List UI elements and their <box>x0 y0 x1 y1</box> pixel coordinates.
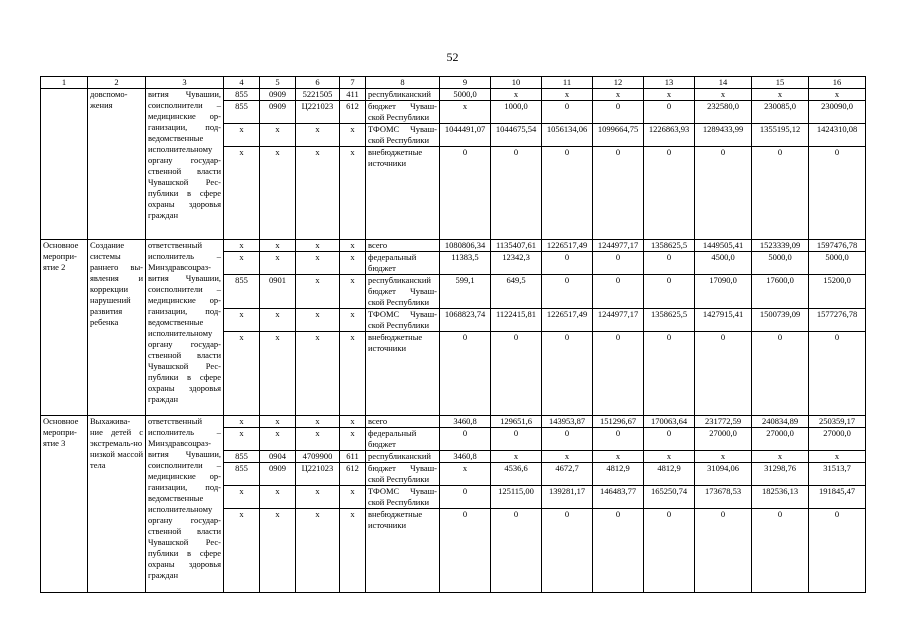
expense-type: x <box>340 428 366 451</box>
year-value: 0 <box>542 147 593 240</box>
grbs-code: x <box>224 332 260 416</box>
grbs-code: x <box>224 252 260 275</box>
year-value: 1358625,5 <box>644 240 695 252</box>
expense-type: x <box>340 240 366 252</box>
year-value: 191845,47 <box>809 486 866 509</box>
year-value: x <box>809 451 866 463</box>
target-article: x <box>296 240 340 252</box>
year-value: 0 <box>542 332 593 416</box>
year-value: x <box>695 89 752 101</box>
expense-type: x <box>340 332 366 416</box>
target-article: 4709900 <box>296 451 340 463</box>
funding-source: бюджет Чуваш-ской Республики <box>366 463 440 486</box>
year-value: 0 <box>752 509 809 593</box>
year-value: 1068823,74 <box>440 309 491 332</box>
expense-type: 411 <box>340 89 366 101</box>
year-value: 1577276,78 <box>809 309 866 332</box>
year-value: 1289433,99 <box>695 124 752 147</box>
target-article: x <box>296 332 340 416</box>
year-value: 1424310,08 <box>809 124 866 147</box>
grbs-code: x <box>224 428 260 451</box>
grbs-code: x <box>224 147 260 240</box>
year-value: 0 <box>491 509 542 593</box>
year-value: 0 <box>695 332 752 416</box>
grbs-code: 855 <box>224 463 260 486</box>
funding-source: федеральный бюджет <box>366 252 440 275</box>
year-value: 250359,17 <box>809 416 866 428</box>
header-cell-7: 7 <box>340 77 366 89</box>
target-article: Ц221023 <box>296 463 340 486</box>
year-value: 0 <box>491 332 542 416</box>
grbs-code: 855 <box>224 451 260 463</box>
measure-name: Основное меропри-ятие 2 <box>41 240 88 416</box>
year-value: 31094,06 <box>695 463 752 486</box>
grbs-code: x <box>224 509 260 593</box>
year-value: 151296,67 <box>593 416 644 428</box>
target-article: x <box>296 486 340 509</box>
funding-source: внебюджетные источники <box>366 509 440 593</box>
expense-type: 611 <box>340 451 366 463</box>
year-value: 4672,7 <box>542 463 593 486</box>
header-cell-6: 6 <box>296 77 340 89</box>
target-article: x <box>296 124 340 147</box>
year-value: 31298,76 <box>752 463 809 486</box>
year-value: 27000,0 <box>752 428 809 451</box>
year-value: 0 <box>593 252 644 275</box>
header-cell-16: 16 <box>809 77 866 89</box>
year-value: 0 <box>440 332 491 416</box>
year-value: 4812,9 <box>593 463 644 486</box>
year-value: 0 <box>644 509 695 593</box>
year-value: 1000,0 <box>491 101 542 124</box>
year-value: 173678,53 <box>695 486 752 509</box>
year-value: x <box>491 451 542 463</box>
year-value: 230085,0 <box>752 101 809 124</box>
target-article: x <box>296 416 340 428</box>
year-value: 0 <box>440 147 491 240</box>
year-value: 0 <box>440 509 491 593</box>
year-value: 0 <box>644 275 695 309</box>
header-cell-5: 5 <box>260 77 296 89</box>
year-value: 1080806,34 <box>440 240 491 252</box>
year-value: x <box>593 89 644 101</box>
year-value: x <box>491 89 542 101</box>
year-value: 0 <box>644 428 695 451</box>
year-value: 0 <box>644 147 695 240</box>
expense-type: x <box>340 124 366 147</box>
year-value: 139281,17 <box>542 486 593 509</box>
year-value: 240834,89 <box>752 416 809 428</box>
section-code: x <box>260 252 296 275</box>
year-value: 0 <box>491 428 542 451</box>
table-row <box>41 416 866 428</box>
target-article: x <box>296 428 340 451</box>
grbs-code: x <box>224 309 260 332</box>
section-code: 0909 <box>260 463 296 486</box>
year-value: x <box>752 451 809 463</box>
year-value: 1449505,41 <box>695 240 752 252</box>
funding-source: ТФОМС Чуваш-ской Республики <box>366 486 440 509</box>
year-value: 0 <box>809 509 866 593</box>
target-article: x <box>296 309 340 332</box>
funding-source: республиканский <box>366 451 440 463</box>
year-value: 0 <box>644 332 695 416</box>
year-value: 4536,6 <box>491 463 542 486</box>
expense-type: 612 <box>340 101 366 124</box>
year-value: 0 <box>542 428 593 451</box>
year-value: 27000,0 <box>809 428 866 451</box>
header-cell-10: 10 <box>491 77 542 89</box>
year-value: 0 <box>593 101 644 124</box>
year-value: 0 <box>593 509 644 593</box>
funding-source: республиканский <box>366 89 440 101</box>
grbs-code: 855 <box>224 89 260 101</box>
year-value: 1358625,5 <box>644 309 695 332</box>
year-value: 5000,0 <box>440 89 491 101</box>
year-value: 0 <box>542 509 593 593</box>
year-value: 5000,0 <box>809 252 866 275</box>
header-cell-14: 14 <box>695 77 752 89</box>
header-cell-1: 1 <box>41 77 88 89</box>
target-article: 5221505 <box>296 89 340 101</box>
header-cell-9: 9 <box>440 77 491 89</box>
year-value: 1244977,17 <box>593 309 644 332</box>
year-value: 4812,9 <box>644 463 695 486</box>
year-value: 1500739,09 <box>752 309 809 332</box>
funding-source: ТФОМС Чуваш-ской Республики <box>366 309 440 332</box>
year-value: x <box>542 451 593 463</box>
year-value: 129651,6 <box>491 416 542 428</box>
year-value: 1597476,78 <box>809 240 866 252</box>
target-article: x <box>296 252 340 275</box>
year-value: 1355195,12 <box>752 124 809 147</box>
year-value: 1226863,93 <box>644 124 695 147</box>
header-cell-13: 13 <box>644 77 695 89</box>
year-value: 0 <box>542 275 593 309</box>
year-value: 17090,0 <box>695 275 752 309</box>
year-value: 0 <box>593 275 644 309</box>
year-value: 599,1 <box>440 275 491 309</box>
measure-description: Создание системы раннего вы-явления и коррекции нарушений развития ребенка <box>88 240 146 416</box>
year-value: x <box>644 89 695 101</box>
year-value: 1122415,81 <box>491 309 542 332</box>
section-code: x <box>260 240 296 252</box>
funding-source: внебюджетные источники <box>366 332 440 416</box>
funding-source: внебюджетные источники <box>366 147 440 240</box>
year-value: x <box>542 89 593 101</box>
section-code: 0909 <box>260 101 296 124</box>
year-value: 0 <box>491 147 542 240</box>
year-value: 1056134,06 <box>542 124 593 147</box>
year-value: 0 <box>440 428 491 451</box>
year-value: 1099664,75 <box>593 124 644 147</box>
year-value: 0 <box>644 101 695 124</box>
grbs-code: x <box>224 124 260 147</box>
section-code: 0901 <box>260 275 296 309</box>
year-value: 165250,74 <box>644 486 695 509</box>
grbs-code: 855 <box>224 101 260 124</box>
expense-type: x <box>340 309 366 332</box>
measure-description: довспомо- жения <box>88 89 146 240</box>
year-value: 3460,8 <box>440 416 491 428</box>
year-value: x <box>752 89 809 101</box>
header-cell-8: 8 <box>366 77 440 89</box>
year-value: 17600,0 <box>752 275 809 309</box>
funding-source: бюджет Чуваш-ской Республики <box>366 101 440 124</box>
year-value: 27000,0 <box>695 428 752 451</box>
header-cell-4: 4 <box>224 77 260 89</box>
year-value: 1427915,41 <box>695 309 752 332</box>
year-value: 231772,59 <box>695 416 752 428</box>
year-value: 232580,0 <box>695 101 752 124</box>
section-code: x <box>260 428 296 451</box>
grbs-code: x <box>224 416 260 428</box>
page-number: 52 <box>446 50 459 64</box>
responsible-executor: ответственный исполнитель – Минздравсоцраз-вития Чувашии, соисполнители – медицинские ор-ганизации, под-ведомственные исполнительному органу государ-ственной власти Чувашской Рес-публики в сфере охраны здоровья граждан <box>146 240 224 416</box>
year-value: 0 <box>752 147 809 240</box>
year-value: 230090,0 <box>809 101 866 124</box>
year-value: x <box>593 451 644 463</box>
header-cell-2: 2 <box>88 77 146 89</box>
section-code: x <box>260 332 296 416</box>
measure-name <box>41 89 88 240</box>
year-value: 0 <box>644 252 695 275</box>
target-article: x <box>296 509 340 593</box>
year-value: x <box>440 101 491 124</box>
year-value: 3460,8 <box>440 451 491 463</box>
table-row <box>41 89 866 101</box>
measure-name: Основное меропри-ятие 3 <box>41 416 88 593</box>
header-cell-11: 11 <box>542 77 593 89</box>
header-row <box>41 77 866 89</box>
year-value: x <box>440 463 491 486</box>
year-value: 0 <box>809 332 866 416</box>
year-value: 146483,77 <box>593 486 644 509</box>
year-value: 0 <box>593 428 644 451</box>
expense-type: x <box>340 486 366 509</box>
target-article: Ц221023 <box>296 101 340 124</box>
year-value: 15200,0 <box>809 275 866 309</box>
target-article: x <box>296 275 340 309</box>
expense-type: x <box>340 147 366 240</box>
funding-source: федеральный бюджет <box>366 428 440 451</box>
year-value: 0 <box>593 147 644 240</box>
section-code: x <box>260 309 296 332</box>
year-value: 125115,00 <box>491 486 542 509</box>
year-value: x <box>695 451 752 463</box>
measure-description: Выхажива-ние детей с экстремаль-но низкой массой тела <box>88 416 146 593</box>
year-value: 0 <box>695 147 752 240</box>
header-cell-15: 15 <box>752 77 809 89</box>
section-code: 0904 <box>260 451 296 463</box>
year-value: 5000,0 <box>752 252 809 275</box>
year-value: 0 <box>542 101 593 124</box>
expense-type: 612 <box>340 463 366 486</box>
year-value: 12342,3 <box>491 252 542 275</box>
section-code: x <box>260 147 296 240</box>
year-value: 0 <box>695 509 752 593</box>
section-code: x <box>260 486 296 509</box>
year-value: x <box>809 89 866 101</box>
year-value: x <box>644 451 695 463</box>
year-value: 0 <box>593 332 644 416</box>
year-value: 143953,87 <box>542 416 593 428</box>
year-value: 1226517,49 <box>542 309 593 332</box>
year-value: 1226517,49 <box>542 240 593 252</box>
year-value: 11383,5 <box>440 252 491 275</box>
grbs-code: x <box>224 486 260 509</box>
year-value: 170063,64 <box>644 416 695 428</box>
year-value: 0 <box>440 486 491 509</box>
target-article: x <box>296 147 340 240</box>
year-value: 4500,0 <box>695 252 752 275</box>
year-value: 31513,7 <box>809 463 866 486</box>
year-value: 0 <box>542 252 593 275</box>
year-value: 0 <box>809 147 866 240</box>
section-code: x <box>260 124 296 147</box>
year-value: 1523339,09 <box>752 240 809 252</box>
expense-type: x <box>340 275 366 309</box>
year-value: 1044491,07 <box>440 124 491 147</box>
year-value: 0 <box>752 332 809 416</box>
funding-source: ТФОМС Чуваш-ской Республики <box>366 124 440 147</box>
grbs-code: 855 <box>224 275 260 309</box>
expense-type: x <box>340 416 366 428</box>
header-cell-12: 12 <box>593 77 644 89</box>
funding-source: всего <box>366 416 440 428</box>
year-value: 1044675,54 <box>491 124 542 147</box>
year-value: 1244977,17 <box>593 240 644 252</box>
responsible-executor: ответственный исполнитель – Минздравсоцраз-вития Чувашии, соисполнители – медицинские ор-ганизации, под-ведомственные исполнительному органу государ-ственной власти Чувашской Рес-публики в сфере охраны здоровья граждан <box>146 416 224 593</box>
year-value: 182536,13 <box>752 486 809 509</box>
expense-type: x <box>340 252 366 275</box>
budget-table <box>40 76 866 593</box>
expense-type: x <box>340 509 366 593</box>
funding-source: республиканский бюджет Чуваш-ской Республики <box>366 275 440 309</box>
year-value: 649,5 <box>491 275 542 309</box>
grbs-code: x <box>224 240 260 252</box>
section-code: 0909 <box>260 89 296 101</box>
header-cell-3: 3 <box>146 77 224 89</box>
responsible-executor: вития Чувашии, соисполнители – медицинские ор-ганизации, под-ведомственные исполнительному органу государ-ственной власти Чувашской Рес-публики в сфере охраны здоровья граждан <box>146 89 224 240</box>
section-code: x <box>260 416 296 428</box>
funding-source: всего <box>366 240 440 252</box>
year-value: 1135407,61 <box>491 240 542 252</box>
section-code: x <box>260 509 296 593</box>
table-row <box>41 240 866 252</box>
